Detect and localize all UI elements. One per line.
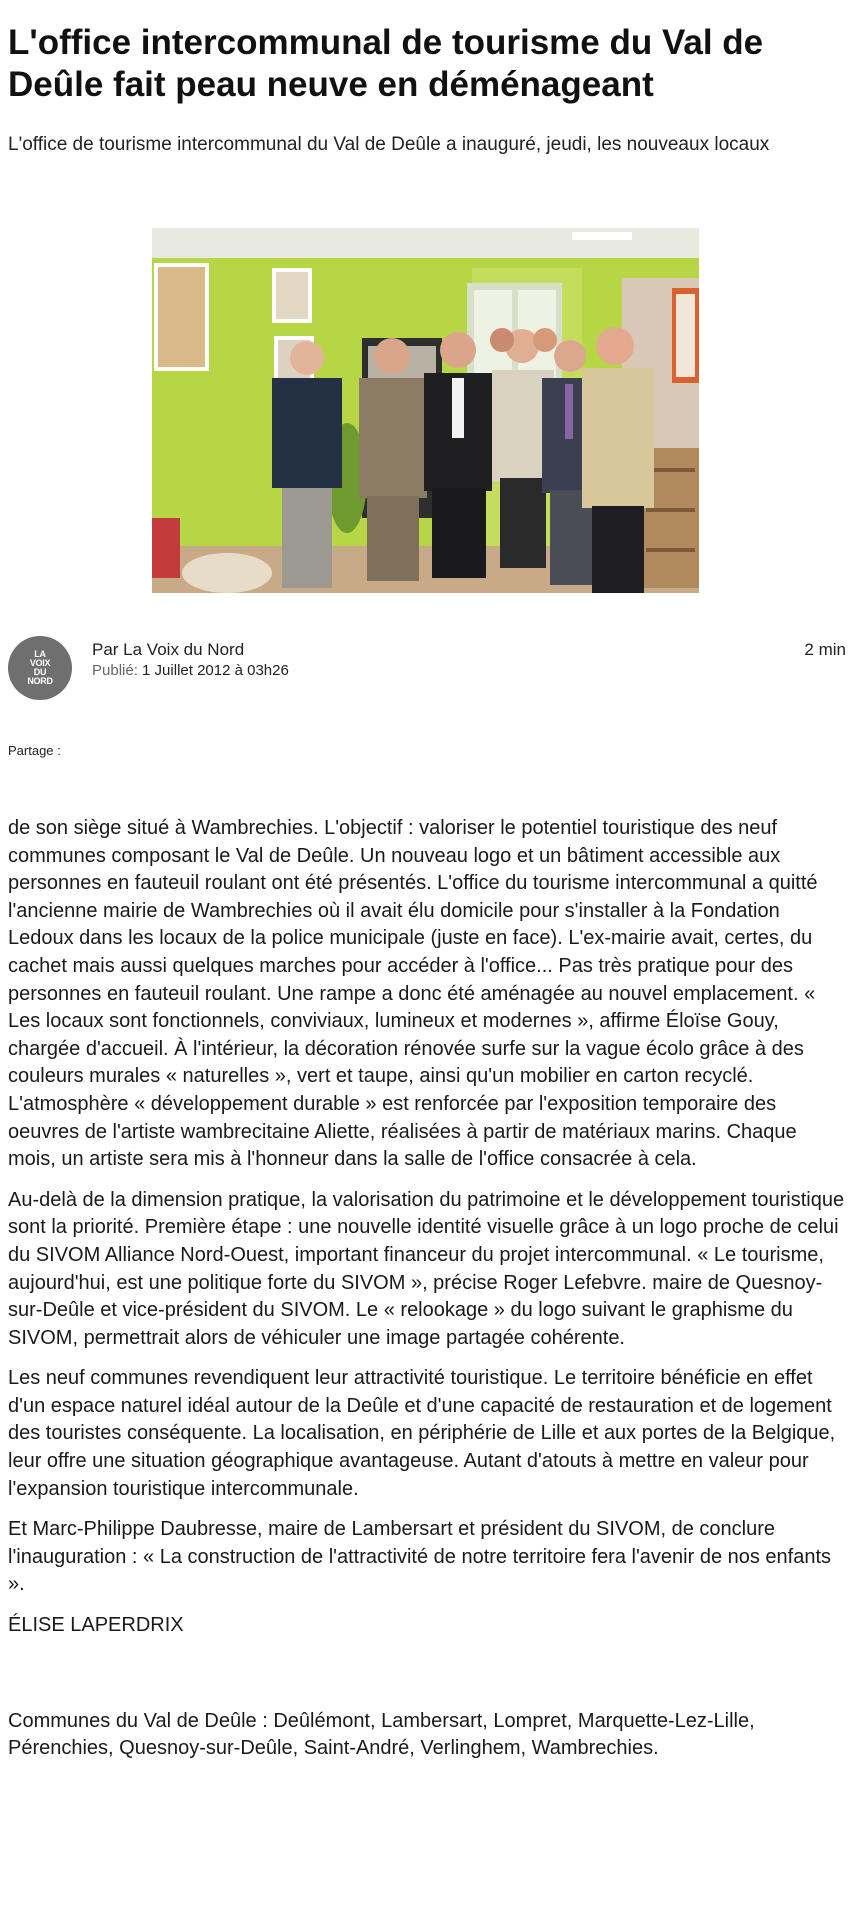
article-photo [152,228,699,593]
article-paragraph: Les neuf communes revendiquent leur attractivité touristique. Le territoire bénéficie en effet d'un espace naturel idéal autour de la Deûle et d'une capacité de restauration et de logement des touristes conséquente. La localisation, en périphérie de Lille et aux portes de la Belgique, leur offre une situation géographique avantageuse. Autant d'atouts à mettre en valeur pour l'expansion touristique intercommunale. [8,1367,836,1500]
published-date [92,662,289,680]
article-paragraph: Et Marc-Philippe Daubresse, maire de Lambersart et président du SIVOM, de conclure l'inauguration : « La construction de l'attractivité de notre territoire fera l'avenir de nos enfants ». [8,1518,832,1596]
communes-note: Communes du Val de Deûle : Deûlémont, Lambersart, Lompret, Marquette-Lez-Lille, Pérenchies, Quesnoy-sur-Deûle, Saint-André, Verlinghem, Wambrechies. [8,1709,755,1760]
article-title: L'office intercommunal de tourisme du Val de Deûle fait peau neuve en déménageant [8,23,764,104]
byline: Par La Voix du Nord [92,640,245,659]
publisher-logo-text: LA VOIX DU NORD [27,649,53,686]
read-time: 2 min [804,640,846,659]
article-paragraph: de son siège situé à Wambrechies. L'objectif : valoriser le potentiel touristique des neuf communes composant le Val de Deûle. Un nouveau logo et un bâtiment accessible aux personnes en fauteuil roulant ont été présentés. L'office du tourisme intercommunal a quitté l'ancienne mairie de Wambrechies où il avait élu domicile pour s'installer à la Fondation Ledoux dans les locaux de la police municipale (juste en face). L'ex-mairie avait, certes, du cachet mais aussi quelques marches pour accéder à l'office... Pas très pratique pour des personnes en fauteuil roulant. Une rampe a donc été aménagée au nouvel emplacement. « Les locaux sont fonctionnels, conviviaux, lumineux et modernes », affirme Éloïse Gouy, chargée d'accueil. À l'intérieur, la décoration rénovée surfe sur la vague écolo grâce à des couleurs murales « naturelles », vert et taupe, ainsi qu'un mobilier en carton recyclé. L'atmosphère « développement durable » est renforcée par l'exposition temporaire des oeuvres de l'artiste wambrecitaine Aliette, réalisées à partir de matériaux marins. Chaque mois, un artiste sera mis à l'honneur dans la salle de l'office consacrée à cela. [8,817,818,1171]
share-label: Partage : [8,743,61,758]
author-row [8,636,846,706]
author-signature: ÉLISE LAPERDRIX [8,1614,184,1637]
publisher-logo[interactable] [8,636,72,700]
article-paragraph: Au-delà de la dimension pratique, la valorisation du patrimoine et le développement touristique sont la priorité. Première étape : une nouvelle identité visuelle grâce à un logo proche de celui du SIVOM Alliance Nord-Ouest, important financeur du projet intercommunal. « Le tourisme, aujourd'hui, est une politique forte du SIVOM », précise Roger Lefebvre. maire de Quesnoy-sur-Deûle et vice-président du SIVOM. Le « relookage » du logo suivant le graphisme du SIVOM, permettrait alors de véhiculer une image partagée cohérente. [8,1188,845,1349]
article-body [8,815,846,1776]
published-label: Publié: [92,662,138,679]
published-date-value: 1 Juillet 2012 à 03h26 [142,662,289,679]
article-subtitle: L'office de tourisme intercommunal du Val de Deûle a inauguré, jeudi, les nouveaux locaux [8,134,770,155]
